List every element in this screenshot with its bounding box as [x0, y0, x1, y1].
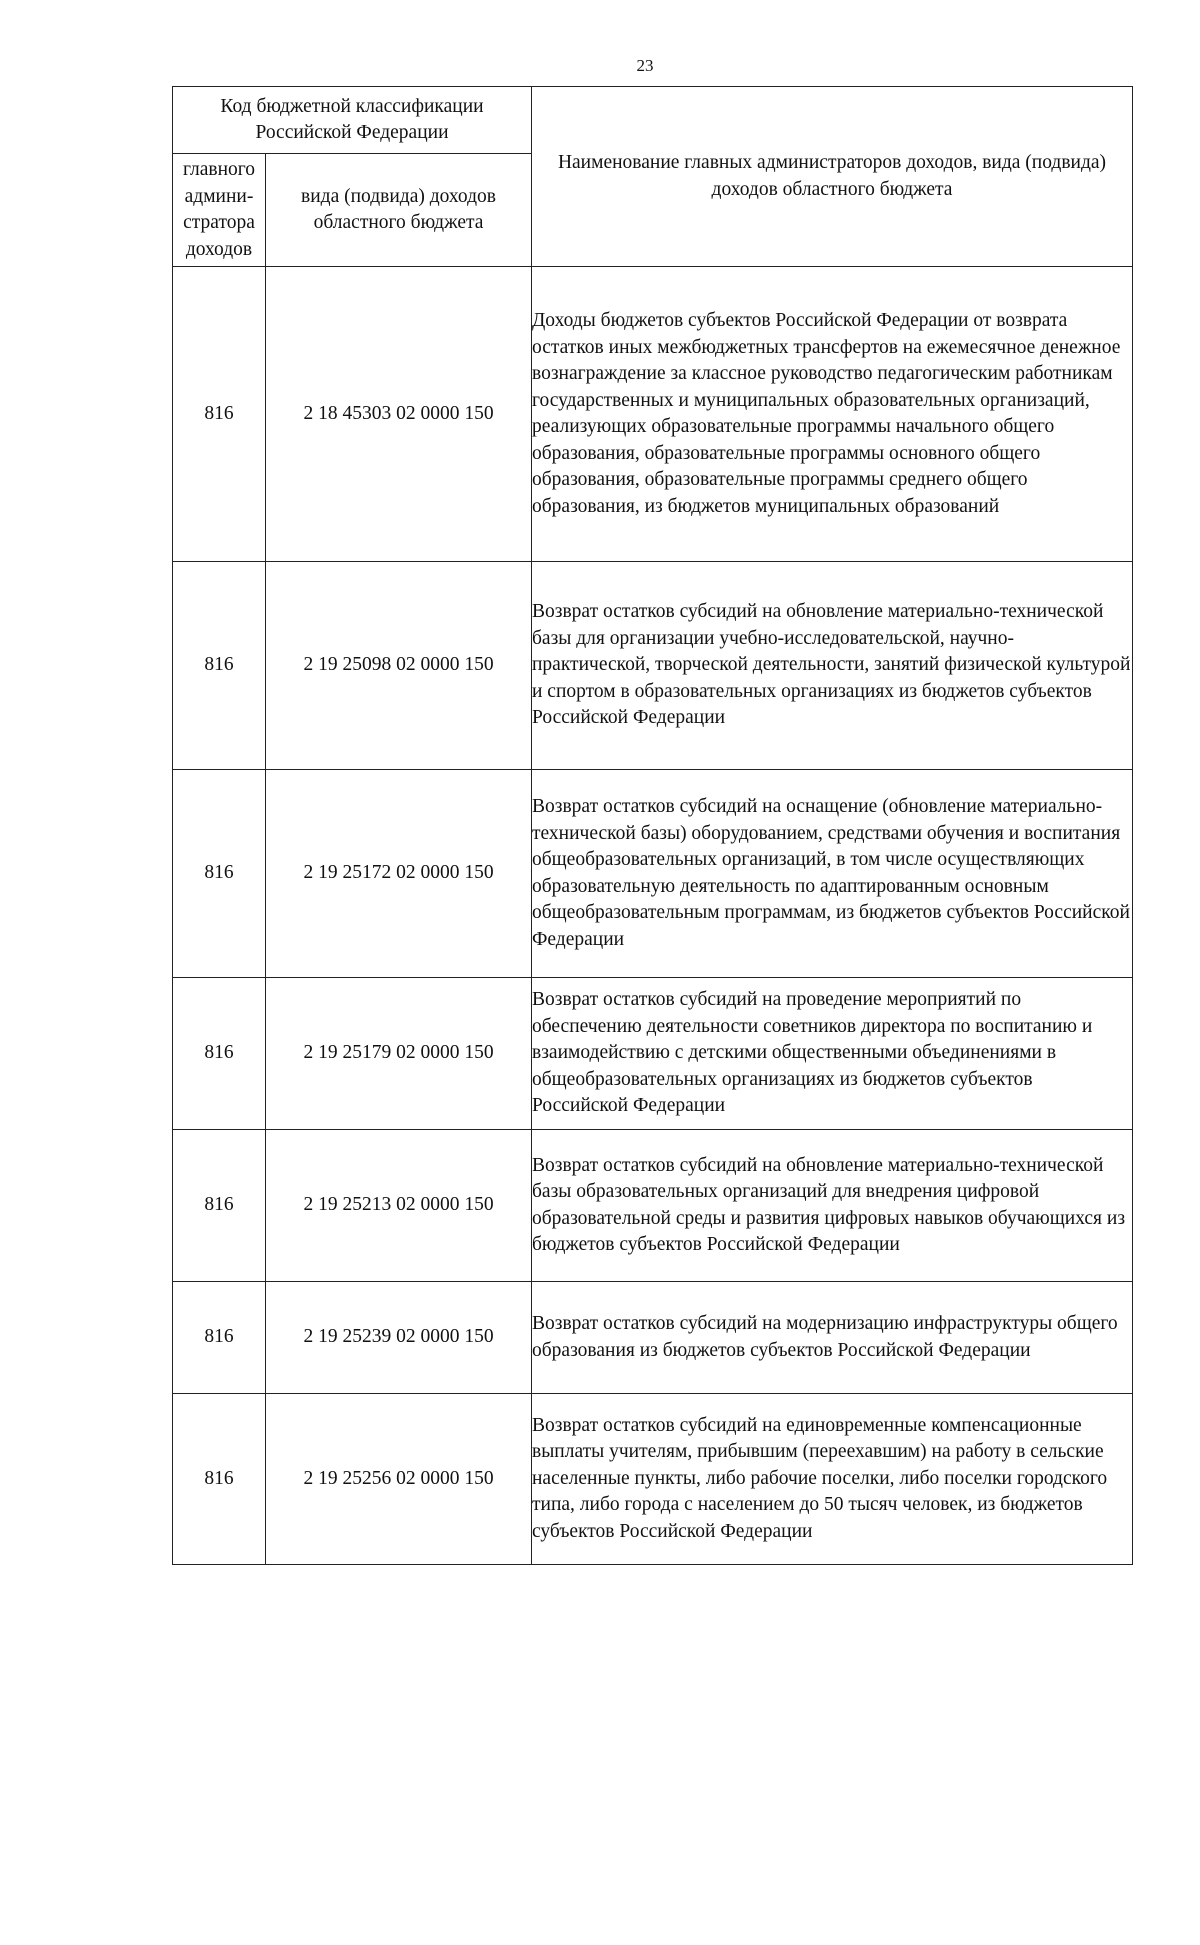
table-row: [173, 562, 1133, 770]
admin-code-cell: 816: [173, 1130, 266, 1282]
admin-code-cell: 816: [173, 267, 266, 562]
header-classification-label: Код бюджетной классификации Российской Федерации: [220, 95, 484, 143]
header-code-label: вида (подвида) доходов областного бюджета: [301, 185, 496, 233]
table-row: [173, 267, 1133, 562]
income-code-cell: 2 19 25098 02 0000 150: [266, 562, 532, 770]
table-row: [173, 978, 1133, 1130]
income-code-cell: 2 18 45303 02 0000 150: [266, 267, 532, 562]
table-row: [173, 1130, 1133, 1282]
header-admin-label: главного админи-стратора доходов: [182, 159, 256, 260]
table-row: [173, 1282, 1133, 1394]
income-name-cell: Возврат остатков субсидий на обновление материально-технической базы для организации учебно-исследовательской, научно-практической, творческой деятельности, занятий физической культурой и спортом в образовательных организациях из бюджетов субъектов Российской Федерации: [532, 562, 1133, 770]
table-row: [173, 770, 1133, 978]
page-number: 23: [636, 56, 654, 75]
header-name-label: Наименование главных администраторов доходов, вида (подвида) доходов областного бюджета: [557, 152, 1107, 200]
income-code-cell: 2 19 25213 02 0000 150: [266, 1130, 532, 1282]
header-classification: [173, 87, 532, 154]
admin-code-cell: 816: [173, 978, 266, 1130]
income-name-cell: Возврат остатков субсидий на обновление материально-технической базы образовательных организаций для внедрения цифровой образовательной среды и развития цифровых навыков обучающихся из бюджетов субъектов Российской Федерации: [532, 1130, 1133, 1282]
header-admin-column: [173, 154, 266, 267]
income-name-cell: Возврат остатков субсидий на оснащение (обновление материально-технической базы) оборудованием, средствами обучения и воспитания общеобразовательных организаций, в том числе осуществляющих образовательную деятельность по адаптированным основным общеобразовательным программам, из бюджетов субъектов Российской Федерации: [532, 770, 1133, 978]
income-code-cell: 2 19 25179 02 0000 150: [266, 978, 532, 1130]
income-code-cell: 2 19 25256 02 0000 150: [266, 1394, 532, 1565]
header-code-column: [266, 154, 532, 267]
admin-code-cell: 816: [173, 562, 266, 770]
income-name-cell: Возврат остатков субсидий на проведение мероприятий по обеспечению деятельности советников директора по воспитанию и взаимодействию с детскими общественными объединениями в общеобразовательных организациях из бюджетов субъектов Российской Федерации: [532, 978, 1133, 1130]
income-name-cell: Возврат остатков субсидий на единовременные компенсационные выплаты учителям, прибывшим (переехавшим) на работу в сельские населенные пункты, либо рабочие поселки, либо поселки городского типа, либо города с населением до 50 тысяч человек, из бюджетов субъектов Российской Федерации: [532, 1394, 1133, 1565]
income-code-cell: 2 19 25172 02 0000 150: [266, 770, 532, 978]
income-name-cell: Возврат остатков субсидий на модернизацию инфраструктуры общего образования из бюджетов субъектов Российской Федерации: [532, 1282, 1133, 1394]
budget-classification-table: [172, 86, 1133, 1565]
admin-code-cell: 816: [173, 1394, 266, 1565]
admin-code-cell: 816: [173, 770, 266, 978]
income-name-cell: Доходы бюджетов субъектов Российской Федерации от возврата остатков иных межбюджетных трансфертов на ежемесячное денежное вознаграждение за классное руководство педагогическим работникам государственных и муниципальных образовательных организаций, реализующих образовательные программы начального общего образования, образовательные программы основного общего образования, образовательные программы среднего общего образования, из бюджетов муниципальных образований: [532, 267, 1133, 562]
header-name-column: [532, 87, 1133, 267]
admin-code-cell: 816: [173, 1282, 266, 1394]
table-row: [173, 1394, 1133, 1565]
income-code-cell: 2 19 25239 02 0000 150: [266, 1282, 532, 1394]
